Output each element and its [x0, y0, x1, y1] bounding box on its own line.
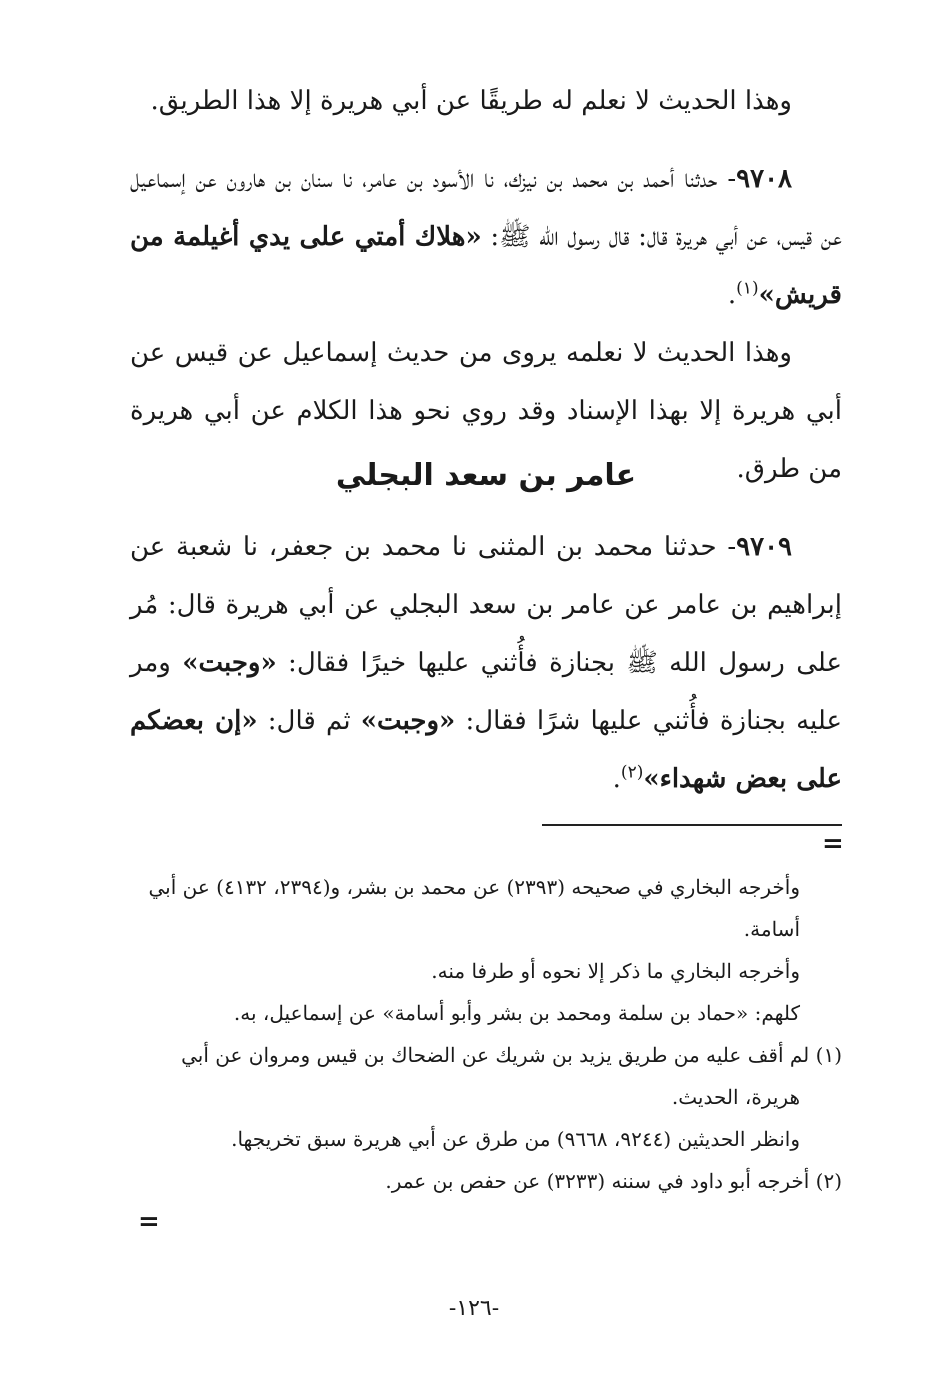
- hadith-9709: [130, 518, 842, 808]
- continuation-mark-top: =: [822, 829, 844, 859]
- paragraph-intro: [130, 72, 842, 130]
- footnote-1: (١) لم أقف عليه من طريق يزيد بن شريك عن الضحاك بن قيس ومروان عن أبي هريرة، الحديث.: [181, 1043, 842, 1109]
- hadith-9708: [130, 150, 842, 324]
- hadith-text: - حدثنا أحمد بن محمد بن نيزك، نا الأسود بن عامر، نا سنان بن هارون عن إسماعيل عن قيس، عن أبي هريرة قال: قال رسول الله ﷺ:: [130, 164, 842, 252]
- hadith-quote: «وجبت»: [360, 706, 456, 736]
- continuation-mark-bottom: =: [138, 1207, 160, 1237]
- hadith-text: ومر عليه بجنازة فأُثني عليها شرًا فقال:: [130, 648, 843, 736]
- hadith-text: ثم قال:: [257, 706, 361, 736]
- footnote-ref-1: (١): [736, 278, 759, 299]
- hadith-end: .: [727, 280, 737, 310]
- hadith-text: - حدثنا محمد بن المثنى نا محمد بن جعفر، نا شعبة عن إبراهيم بن عامر عن عامر بن سعد البجلي عن أبي هريرة قال: مُر على رسول الله ﷺ بجنازة فأُثني عليها خيرًا فقال:: [130, 532, 842, 678]
- footnote-2: (٢) أخرجه أبو داود في سننه (٣٢٣٣) عن حفص بن عمر.: [385, 1169, 842, 1193]
- hadith-quote: «إن بعضكم على بعض شهداء»: [130, 706, 842, 794]
- commentary-text: وهذا الحديث لا نعلمه يروى من حديث إسماعيل عن قيس عن أبي هريرة إلا بهذا الإسناد وقد روي نحو هذا الكلام عن أبي هريرة من طرق.: [130, 338, 842, 484]
- hadith-quote: «هلاك أمتي على يدي أغيلمة من قريش»: [130, 222, 842, 310]
- footnote-line: وأخرجه البخاري ما ذكر إلا نحوه أو طرفا منه.: [431, 959, 800, 983]
- footnote-divider: [542, 824, 842, 826]
- hadith-number: ٩٧٠٨: [736, 164, 792, 194]
- intro-text: وهذا الحديث لا نعلم له طريقًا عن أبي هريرة إلا هذا الطريق.: [150, 86, 792, 116]
- footnote-line: وأخرجه البخاري في صحيحه (٢٣٩٣) عن محمد بن بشر، و(٢٣٩٤، ٤١٣٢) عن أبي أسامة.: [148, 875, 800, 941]
- page-number: -١٢٦-: [448, 1296, 500, 1321]
- hadith-end: .: [612, 764, 621, 794]
- hadith-quote: «وجبت»: [182, 648, 277, 678]
- section-heading: عامر بن سعد البجلي: [335, 458, 637, 493]
- footnotes: [136, 866, 842, 1202]
- footnote-ref-2: (٢): [620, 762, 644, 783]
- hadith-number: ٩٧٠٩: [736, 532, 792, 562]
- footnote-line: وانظر الحديثين (٩٢٤٤، ٩٦٦٨) من طرق عن أبي هريرة سبق تخريجها.: [231, 1127, 800, 1151]
- footnote-line: كلهم: «حماد بن سلمة ومحمد بن بشر وأبو أسامة» عن إسماعيل، به.: [233, 1001, 800, 1025]
